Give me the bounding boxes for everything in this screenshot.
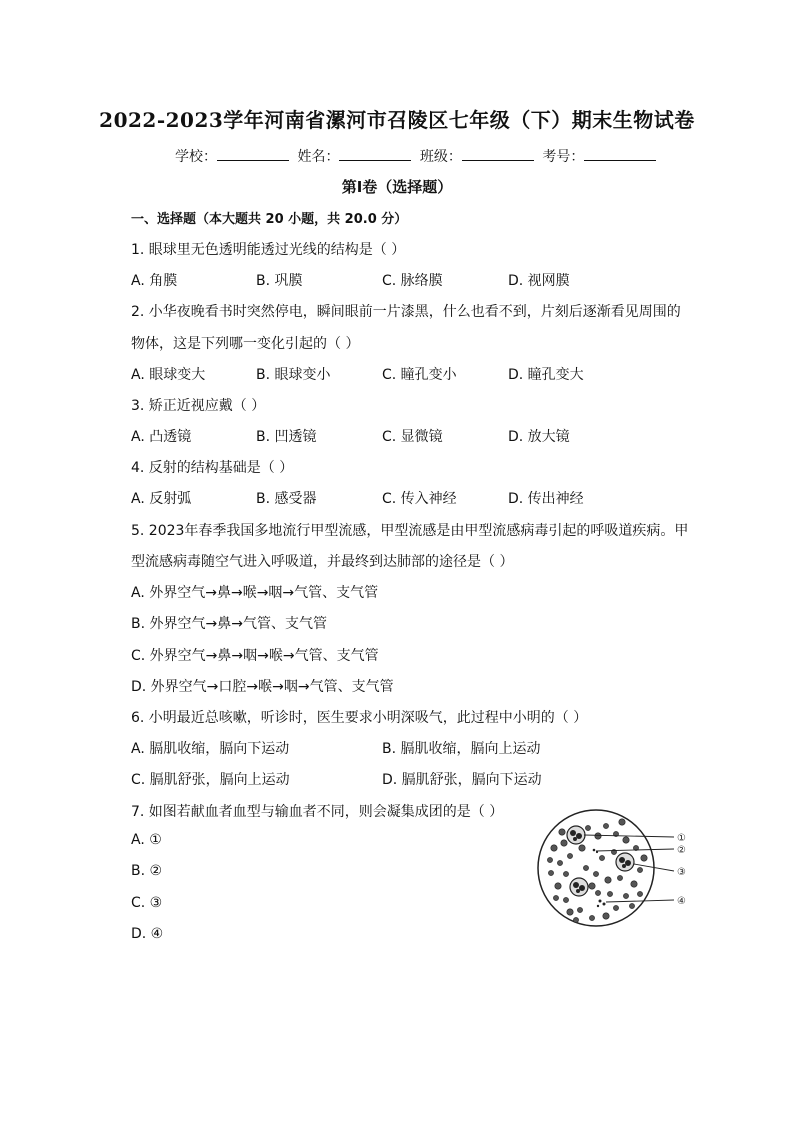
question-3-option-c: C. 显微镜 (382, 429, 443, 445)
question-3-option-d: D. 放大镜 (508, 429, 570, 445)
red-blood-cell (605, 877, 611, 883)
red-blood-cell (557, 860, 562, 865)
question-4-stem: 4. 反射的结构基础是（ ） (131, 460, 294, 476)
question-2-option-b: B. 眼球变小 (256, 367, 331, 383)
red-blood-cell (573, 917, 578, 922)
question-6-option-b: B. 膈肌收缩，膈向上运动 (382, 741, 541, 757)
red-blood-cell (599, 855, 604, 860)
school-label: 学校： (175, 149, 217, 165)
red-blood-cell (595, 833, 601, 839)
red-blood-cell (563, 871, 568, 876)
white-blood-cell-2 (616, 853, 634, 871)
red-blood-cell (613, 905, 618, 910)
red-blood-cell (547, 857, 552, 862)
volume-title: 第Ⅰ卷（选择题） (341, 178, 453, 196)
red-blood-cell (579, 845, 585, 851)
red-blood-cell (603, 913, 609, 919)
question-4-option-c: C. 传入神经 (382, 491, 457, 507)
question-5-stem-line-1: 5. 2023年春季我国多地流行甲型流感，甲型流感是由甲型流感病毒引起的呼吸道疾病。甲 (131, 523, 689, 539)
question-7-stem: 7. 如图若献血者血型与输血者不同，则会凝集成团的是（ ） (131, 804, 504, 820)
class-blank[interactable] (462, 148, 534, 161)
question-2-stem-line-2: 物体，这是下列哪一变化引起的（ ） (131, 336, 360, 352)
red-blood-cell (629, 903, 634, 908)
red-blood-cell (577, 907, 582, 912)
red-blood-cell (607, 891, 612, 896)
question-3-option-a: A. 凸透镜 (131, 429, 192, 445)
red-blood-cell (567, 909, 573, 915)
question-6-stem: 6. 小明最近总咳嗽，听诊时，医生要求小明深吸气，此过程中小明的（ ） (131, 710, 588, 726)
blood-smear-figure (536, 808, 696, 930)
red-blood-cell (619, 819, 625, 825)
question-3-stem: 3. 矫正近视应戴（ ） (131, 398, 266, 414)
white-blood-cell-1 (567, 826, 585, 844)
red-blood-cell (553, 895, 558, 900)
red-blood-cell (583, 865, 588, 870)
question-5-option-a: A. 外界空气→鼻→喉→咽→气管、支气管 (131, 585, 379, 601)
question-7-option-c: C. ③ (131, 895, 163, 911)
question-7-option-a: A. ① (131, 832, 162, 848)
red-blood-cell (631, 881, 637, 887)
question-2-option-d: D. 瞳孔变大 (508, 367, 584, 383)
question-5-option-b: B. 外界空气→鼻→气管、支气管 (131, 616, 327, 632)
question-6-option-d: D. 膈肌舒张，膈向下运动 (382, 772, 542, 788)
name-label: 姓名： (297, 149, 340, 165)
question-6-option-c: C. 膈肌舒张，膈向上运动 (131, 772, 290, 788)
question-5-option-c: C. 外界空气→鼻→咽→喉→气管、支气管 (131, 648, 379, 664)
red-blood-cell (559, 829, 565, 835)
white-blood-cell-3 (570, 878, 588, 896)
field-of-view-circle (538, 810, 654, 926)
question-3-option-b: B. 凹透镜 (256, 429, 317, 445)
question-1-option-d: D. 视网膜 (508, 273, 570, 289)
question-6-option-a: A. 膈肌收缩，膈向下运动 (131, 741, 290, 757)
red-blood-cell (617, 875, 622, 880)
label-3: ③ (677, 867, 686, 878)
exam-no-blank[interactable] (584, 148, 656, 161)
red-blood-cell (623, 893, 628, 898)
red-blood-cell (593, 871, 598, 876)
question-1-stem: 1. 眼球里无色透明能透过光线的结构是（ ） (131, 242, 406, 258)
red-blood-cell (641, 855, 647, 861)
red-blood-cell (563, 897, 568, 902)
label-4: ④ (677, 896, 686, 907)
question-5-stem-line-2: 型流感病毒随空气进入呼吸道，并最终到达肺部的途径是（ ） (131, 554, 514, 570)
question-5-option-d: D. 外界空气→口腔→喉→咽→气管、支气管 (131, 679, 394, 695)
red-blood-cell (603, 823, 608, 828)
student-info-line (175, 146, 660, 166)
red-blood-cell (567, 853, 572, 858)
page-title: 2022-2023学年河南省漯河市召陵区七年级（下）期末生物试卷 (99, 108, 695, 132)
question-4-option-d: D. 传出神经 (508, 491, 584, 507)
question-7-option-b: B. ② (131, 863, 163, 879)
red-blood-cell (585, 825, 590, 830)
question-2-option-c: C. 瞳孔变小 (382, 367, 457, 383)
red-blood-cell (551, 845, 557, 851)
question-7-option-d: D. ④ (131, 926, 164, 942)
red-blood-cell (589, 883, 595, 889)
red-blood-cell (637, 867, 642, 872)
question-4-option-a: A. 反射弧 (131, 491, 192, 507)
question-1-option-c: C. 脉络膜 (382, 273, 443, 289)
question-2-option-a: A. 眼球变大 (131, 367, 206, 383)
red-blood-cell (555, 883, 561, 889)
red-blood-cell (623, 837, 629, 843)
name-blank[interactable] (339, 148, 411, 161)
red-blood-cell (548, 870, 553, 875)
red-blood-cell (561, 840, 567, 846)
label-2: ② (677, 845, 686, 856)
school-blank[interactable] (217, 148, 289, 161)
question-1-option-a: A. 角膜 (131, 273, 178, 289)
red-blood-cell (637, 891, 642, 896)
class-label: 班级： (419, 149, 462, 165)
red-blood-cell (595, 890, 600, 895)
question-4-option-b: B. 感受器 (256, 491, 317, 507)
question-1-option-b: B. 巩膜 (256, 273, 303, 289)
section-title: 一、选择题（本大题共 20 小题，共 20.0 分） (131, 212, 408, 227)
question-2-stem-line-1: 2. 小华夜晚看书时突然停电，瞬间眼前一片漆黑，什么也看不到，片刻后逐渐看见周围的 (131, 304, 681, 320)
label-1: ① (677, 833, 686, 844)
exam-no-label: 考号： (542, 149, 585, 165)
red-blood-cell (589, 915, 594, 920)
